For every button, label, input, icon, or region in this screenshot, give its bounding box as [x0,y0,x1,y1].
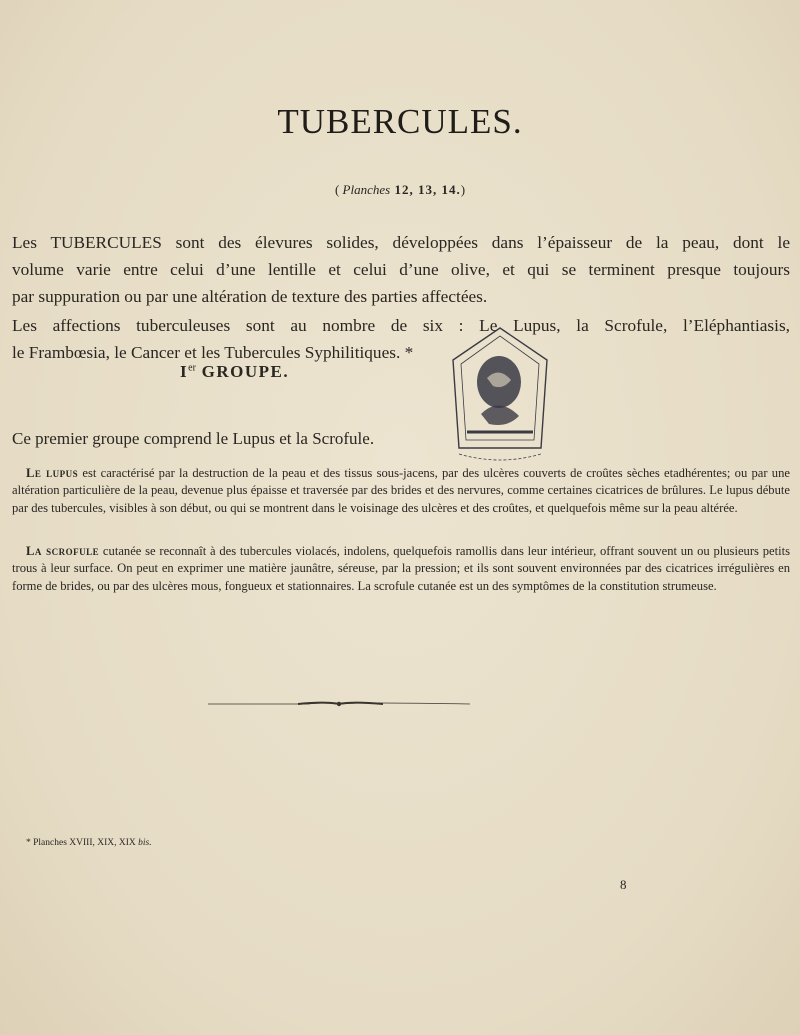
scrofule-term: La scrofule [26,544,100,558]
intro-line-1: Les TUBERCULES sont des élevures solides, développées dans l’épaisseur de la peau, dont le [12,233,790,252]
scrofule-paragraph [12,543,790,595]
planches-numbers: 12, 13, 14. [390,182,461,197]
groupe-superscript: er [188,362,196,374]
lupus-paragraph [12,465,790,517]
affections-line-2: le Frambœsia, le Cancer et les Tubercules Syphilitiques. * [12,343,414,362]
lupus-text: est caractérisé par la destruction de la peau et des tissus sous-jacens, par des ulcères couverts de croûtes sèches etadhérentes; ou par une altération particulière de la peau, devenue plus épaisse et traversée par des brides et des nervures, comme certaines cicatrices de brûlures. Le lupus débute par des tubercules, visibles à son début, ou qui se montrent dans le voisinage des ulcères et des croûtes, et quelquefois même sur la peau altérée. [12,466,790,515]
affections-line-1: Les affections tuberculeuses sont au nombre de six : Le Lupus, la Scrofule, l’Eléphantiasis, [12,316,790,335]
planches-label: Planches [342,182,391,197]
intro-line-3: par suppuration ou par une altération de texture des parties affectées. [12,287,488,306]
footnote-text: * Planches XVIII, XIX, XIX [26,838,139,848]
planches-close: ) [460,182,466,197]
intro-line-2: volume varie entre celui d’une lentille et celui d’une olive, et qui se terminent presque toujours [12,260,790,279]
groupe-intro: Ce premier groupe comprend le Lupus et la Scrofule. [12,429,375,448]
groupe-heading [180,362,289,382]
groupe-number: I [180,362,189,381]
lupus-term: Le lupus [26,466,79,480]
scrofule-text: cutanée se reconnaît à des tubercules violacés, indolens, quelquefois ramollis dans leur intérieur, offrant souvent un ou plusieurs petits trous à leur surface. On peut en exprimer une matière jaunâtre, séreuse, par la pression; et ils sont souvent environnées par des cicatrices irrégulières en forme de brides, ou par des ulcères mous, fongueux et stationnaires. La scrofule cutanée est un des symptômes de la constitution strumeuse. [12,544,790,593]
library-stamp-icon [437,320,563,470]
planches-open: ( [334,182,343,197]
planches-reference [0,182,800,198]
page-title: TUBERCULES. [277,102,523,141]
page-number: 8 [620,877,627,892]
groupe-label: GROUPE. [195,362,290,381]
footnote-bis: bis. [138,838,152,848]
footnote [26,838,152,848]
ornamental-divider [208,700,470,708]
